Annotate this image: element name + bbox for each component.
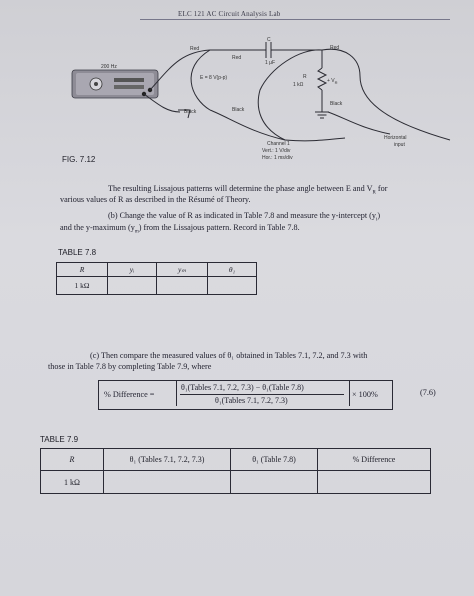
red-lead-label: Red	[330, 45, 340, 51]
table-cell-theta-tables[interactable]	[104, 471, 231, 494]
paragraph-text: The resulting Lissajous patterns will determine the phase angle between E and $V_R$ for	[108, 184, 388, 196]
table-cell: 1 kΩ	[41, 471, 104, 494]
table-row	[41, 471, 431, 494]
capacitor-letter: C	[267, 37, 271, 43]
column-header: R	[41, 449, 104, 471]
table-cell: 1 kΩ	[57, 277, 108, 295]
header-rule	[140, 19, 450, 20]
column-header: θ₁	[208, 263, 257, 277]
function-generator	[72, 70, 158, 98]
table-7-9	[40, 448, 431, 494]
table-7-8-label: TABLE 7.8	[58, 248, 97, 257]
horizontal-input-label: Horizontal	[384, 135, 407, 141]
horizontal-input-label: input	[394, 142, 405, 148]
equation-lhs: % Difference =	[104, 390, 155, 399]
step-b-text: and the y-maximum $(y_m)$ from the Lissajous pattern. Record in Table 7.8.	[60, 223, 300, 235]
step-b-text: (b) Change the value of R as indicated in Table 7.8 and measure the y-intercept $(y_i)$	[108, 211, 381, 223]
capacitor-value: 1 μF	[265, 60, 276, 66]
table-cell-ym[interactable]	[157, 277, 208, 295]
paragraph-text: various values of R as described in the Résumé of Theory.	[60, 195, 251, 204]
equation-multiplier: × 100%	[352, 390, 378, 399]
page-header: ELC 121 AC Circuit Analysis Lab	[178, 10, 281, 18]
step-c-text: those in Table 7.8 by completing Table 7.9, where	[48, 362, 212, 371]
figure-caption: FIG. 7.12	[62, 155, 96, 164]
source-voltage: E = 8 V(p-p)	[200, 75, 228, 81]
column-header: % Difference	[318, 449, 431, 471]
vertical-scale: Vert.: 1 V/div	[262, 148, 291, 154]
table-cell-theta[interactable]	[208, 277, 257, 295]
black-lead-label: Black	[184, 109, 197, 115]
red-lead-label: Red	[232, 55, 242, 61]
resistor-value: 1 kΩ	[293, 82, 304, 88]
vr-label: + $V_R$	[327, 78, 338, 85]
table-row	[57, 277, 257, 295]
resistor-letter: R	[303, 74, 307, 80]
black-lead-label: Black	[330, 101, 343, 107]
equation-number: (7.6)	[420, 388, 436, 397]
column-header: R	[57, 263, 108, 277]
table-cell-percent-difference[interactable]	[318, 471, 431, 494]
red-lead-label: Red	[190, 46, 200, 52]
generator-frequency: 200 Hz	[101, 64, 117, 70]
equation-numerator: θ₁(Tables 7.1, 7.2, 7.3) − θ₁(Table 7.8)	[181, 383, 304, 392]
table-7-9-label: TABLE 7.9	[40, 435, 79, 444]
column-header: yᵢ	[108, 263, 157, 277]
black-lead-label: Black	[232, 107, 245, 113]
table-cell-theta-7-8[interactable]	[231, 471, 318, 494]
column-header: θ₁ (Table 7.8)	[231, 449, 318, 471]
column-header: yₘ	[157, 263, 208, 277]
horizontal-scale: Hor.: 1 ms/div	[262, 155, 293, 161]
equation-denominator: θ₁(Tables 7.1, 7.2, 7.3)	[215, 396, 288, 405]
table-cell-yi[interactable]	[108, 277, 157, 295]
step-c-text: (c) Then compare the measured values of θ₁ obtained in Tables 7.1, 7.2, and 7.3 with	[90, 351, 368, 360]
table-7-8	[56, 262, 257, 295]
channel-label: Channel 1	[267, 141, 290, 147]
column-header: θ₁ (Tables 7.1, 7.2, 7.3)	[104, 449, 231, 471]
